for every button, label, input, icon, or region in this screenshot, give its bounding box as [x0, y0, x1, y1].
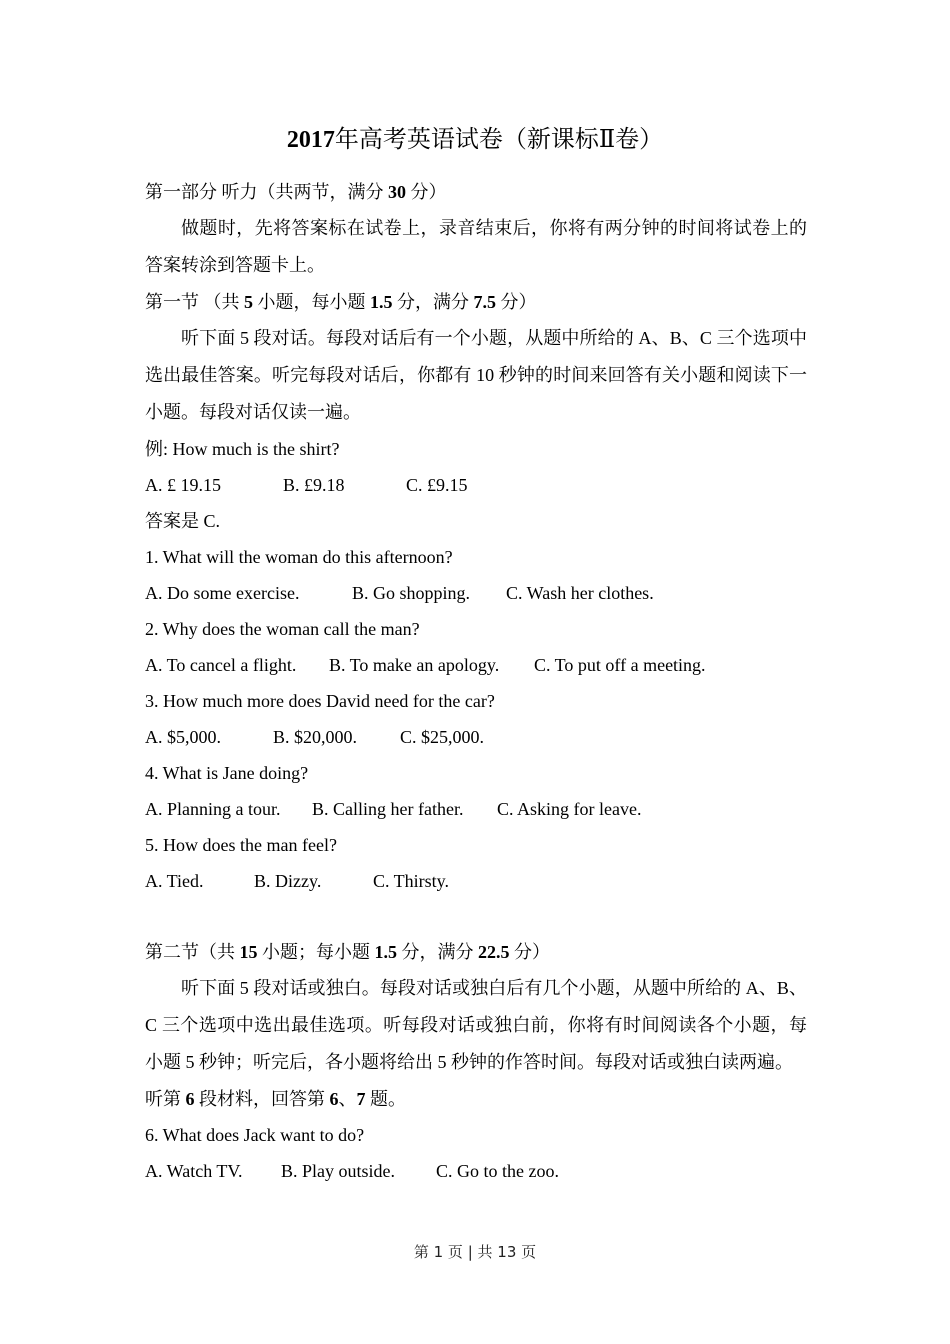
- question-3: 3. How much more does David need for the car?: [145, 691, 495, 711]
- option-a: A. $5,000.: [145, 727, 221, 747]
- page-total: 13: [497, 1243, 517, 1261]
- option-c: C. Wash her clothes.: [506, 583, 654, 603]
- example-option-a: A. £ 19.15: [145, 475, 221, 495]
- section1-instruction: 听下面 5 段对话。每段对话后有一个小题，从题中所给的 A、B、C 三个选项中选出最佳答案。听完每段对话后，你都有 10 秒钟的时间来回答有关小题和阅读下一小题。每段对话仅读一遍。: [145, 328, 807, 422]
- question-2-options: [145, 647, 807, 683]
- question-3-options: [145, 719, 807, 755]
- option-c: C. Go to the zoo.: [436, 1161, 559, 1181]
- example-question: 例: How much is the shirt?: [145, 439, 340, 459]
- example-answer: 答案是 C.: [145, 511, 221, 531]
- page-footer: 第 1 页 | 共 13 页: [413, 1243, 537, 1261]
- title-text: 年高考英语试卷（新课标Ⅱ卷）: [334, 127, 664, 153]
- question-6: 6. What does Jack want to do?: [145, 1125, 365, 1145]
- option-a: A. Tied.: [145, 871, 204, 891]
- section1-heading: 第一节 （共 5 小题，每小题 1.5 分，满分 7.5 分）: [145, 292, 537, 312]
- question-2: 2. Why does the woman call the man?: [145, 619, 420, 639]
- question-4: 4. What is Jane doing?: [145, 763, 309, 783]
- spacer: [145, 899, 807, 934]
- example-options: [145, 467, 807, 503]
- option-b: B. Play outside.: [281, 1161, 396, 1181]
- question-4-options: [145, 791, 807, 827]
- option-c: C. $25,000.: [400, 727, 485, 747]
- example-option-c: C. £9.15: [406, 475, 468, 495]
- question-5-options: [145, 863, 807, 899]
- option-b: B. $20,000.: [273, 727, 358, 747]
- exam-content: [145, 174, 807, 1189]
- part1-heading: 第一部分 听力（共两节，满分 30 分）: [145, 182, 447, 202]
- page-number: 1: [433, 1243, 444, 1261]
- option-b: B. Dizzy.: [254, 871, 322, 891]
- option-b: B. Calling her father.: [312, 799, 464, 819]
- option-b: B. To make an apology.: [329, 655, 500, 675]
- question-1-options: [145, 575, 807, 611]
- page-title: [0, 120, 950, 160]
- option-a: A. Do some exercise.: [145, 583, 300, 603]
- question-6-options: [145, 1153, 807, 1189]
- option-a: A. Watch TV.: [145, 1161, 243, 1181]
- question-1: 1. What will the woman do this afternoon?: [145, 547, 453, 567]
- section2-instruction: 听下面 5 段对话或独白。每段对话或独白后有几个小题，从题中所给的 A、B、C 三个选项中选出最佳选项。听每段对话或独白前，你将有时间阅读各个小题，每小题 5 秒钟；听完后，各小题将给出 5 秒钟的作答时间。每段对话或独白读两遍。: [145, 978, 807, 1072]
- part1-instruction: 做题时，先将答案标在试卷上，录音结束后，你将有两分钟的时间将试卷上的答案转涂到答题卡上。: [145, 218, 807, 275]
- option-c: C. Asking for leave.: [497, 799, 642, 819]
- question-5: 5. How does the man feel?: [145, 835, 337, 855]
- option-b: B. Go shopping.: [352, 583, 471, 603]
- title-year: 2017: [286, 127, 335, 153]
- section2-heading: 第二节（共 15 小题；每小题 1.5 分，满分 22.5 分）: [145, 942, 550, 962]
- option-c: C. To put off a meeting.: [534, 655, 706, 675]
- option-c: C. Thirsty.: [373, 871, 450, 891]
- example-option-b: B. £9.18: [283, 475, 345, 495]
- option-a: A. To cancel a flight.: [145, 655, 297, 675]
- material-6-heading: 听第 6 段材料，回答第 6、7 题。: [145, 1089, 406, 1109]
- option-a: A. Planning a tour.: [145, 799, 281, 819]
